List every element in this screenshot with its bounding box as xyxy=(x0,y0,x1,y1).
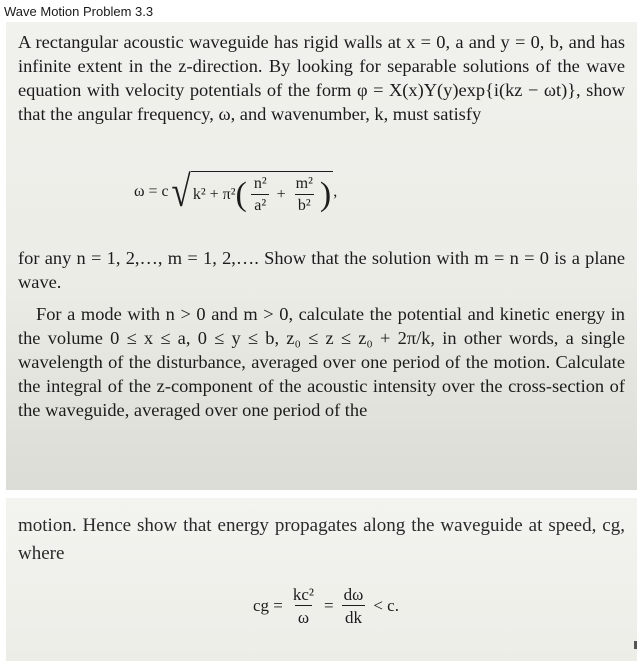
left-paren-icon: ( xyxy=(235,175,247,213)
plus-sign: + xyxy=(276,185,286,203)
dispersion-formula xyxy=(134,167,338,216)
right-paren-icon: ) xyxy=(319,175,332,213)
equals-sign: = xyxy=(324,596,334,615)
sqrt-body xyxy=(191,171,333,214)
page-title: Wave Motion Problem 3.3 xyxy=(4,4,154,19)
fraction-domega-over-dk xyxy=(341,586,367,626)
problem-paragraph-4: motion. Hence show that energy propagates along the waveguide at speed, cg, where xyxy=(18,515,625,564)
frac-denominator: ω xyxy=(295,605,312,626)
fraction-kc2-over-omega xyxy=(290,586,317,626)
group-velocity-formula xyxy=(250,586,402,626)
frac-denominator: a² xyxy=(251,194,269,214)
frac-denominator: dk xyxy=(342,605,365,626)
frac-numerator: kc² xyxy=(292,585,315,604)
formula-k-term: k² + π² xyxy=(192,185,236,203)
fraction-n-over-a xyxy=(251,176,270,214)
formula-lhs: ω = c xyxy=(134,183,169,200)
sqrt-icon: √ xyxy=(171,167,191,216)
problem-paragraph-3: For a mode with n > 0 and m > 0, calculate the potential and kinetic energy in the volume 0 ≤ x ≤ a, 0 ≤ y ≤ b, z₀ ≤ z ≤ z₀ + 2π/k, in other words, a single wavelength of the disturbance, averaged over one period of the motion. Calculate the integral of the z-component of the acoustic intensity over the cross-section of the waveguide, averaged over one period of the xyxy=(18,304,625,420)
textbook-photo-2 xyxy=(6,498,637,661)
problem-paragraph-1: A rectangular acoustic waveguide has rigid walls at x = 0, a and y = 0, b, and has infinite extent in the z-direction. By looking for separable solutions of the wave equation with velocity potentials of the form φ = X(x)Y(y)exp{i(kz − ωt)}, show that the angular frequency, ω, and wavenumber, k, must satisfy xyxy=(18,32,625,124)
problem-paragraph-2: for any n = 1, 2,…, m = 1, 2,…. Show that the solution with m = n = 0 is a plane wave. xyxy=(18,248,625,292)
formula-trailing-comma: , xyxy=(333,183,338,200)
frac-numerator: m² xyxy=(295,174,313,192)
textbook-photo-1 xyxy=(6,22,637,490)
formula-lhs: cg = xyxy=(253,596,283,615)
frac-denominator: b² xyxy=(295,194,314,214)
frac-numerator: n² xyxy=(253,174,267,192)
fraction-m-over-b xyxy=(293,176,316,214)
formula-tail: < c. xyxy=(373,596,399,615)
frac-numerator: dω xyxy=(343,585,364,604)
